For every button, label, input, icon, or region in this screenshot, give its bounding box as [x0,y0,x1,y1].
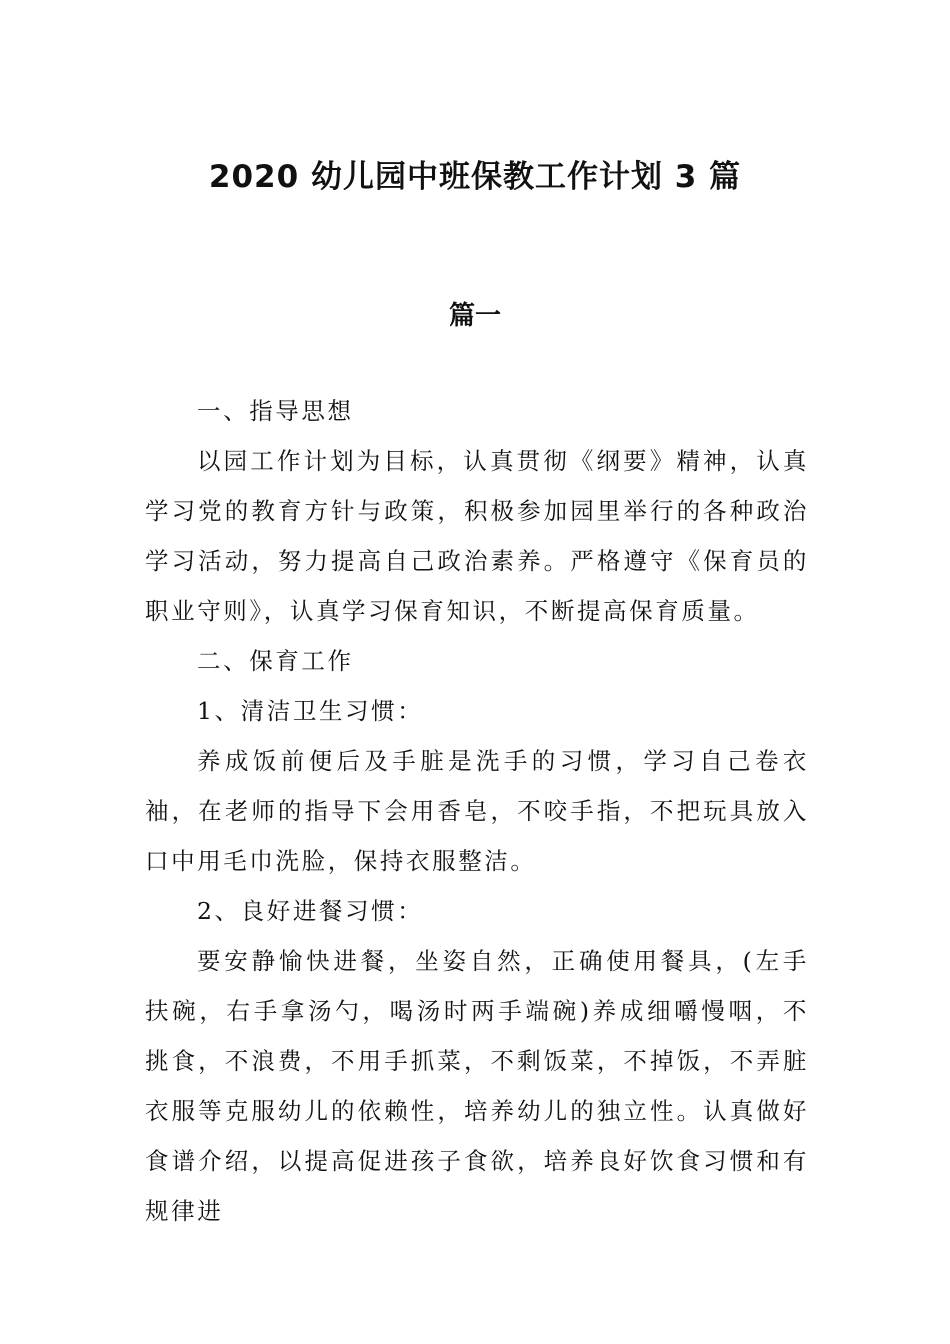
subheading-hygiene-habits: 1、清洁卫生习惯： [197,697,424,725]
document-title: 2020 幼儿园中班保教工作计划 3 篇 [208,159,742,195]
paragraph-hygiene-habits: 养成饭前便后及手脏是洗手的习惯，学习自己卷衣袖，在老师的指导下会用香皂，不咬手指，不把玩具放入口中用毛巾洗脸，保持衣服整洁。 [145,747,809,875]
paragraph-guiding-ideology: 以园工作计划为目标，认真贯彻《纲要》精神，认真学习党的教育方针与政策，积极参加园里举行的各种政治学习活动，努力提高自己政治素养。严格遵守《保育员的职业守则》，认真学习保育知识，不断提高保育质量。 [145,447,809,625]
section-title: 篇一 [448,301,501,331]
paragraph-eating-habits: 要安静愉快进餐，坐姿自然，正确使用餐具，(左手扶碗，右手拿汤勺，喝汤时两手端碗)养成细嚼慢咽，不挑食，不浪费，不用手抓菜，不剩饭菜，不掉饭，不弄脏衣服等克服幼儿的依赖性，培养幼儿的独立性。认真做好食谱介绍，以提高促进孩子食欲，培养良好饮食习惯和有规律进 [145,947,809,1225]
heading-childcare-work: 二、保育工作 [197,647,354,675]
document-body [145,386,809,1236]
heading-guiding-ideology: 一、指导思想 [197,397,354,425]
subheading-eating-habits: 2、良好进餐习惯： [197,897,424,925]
